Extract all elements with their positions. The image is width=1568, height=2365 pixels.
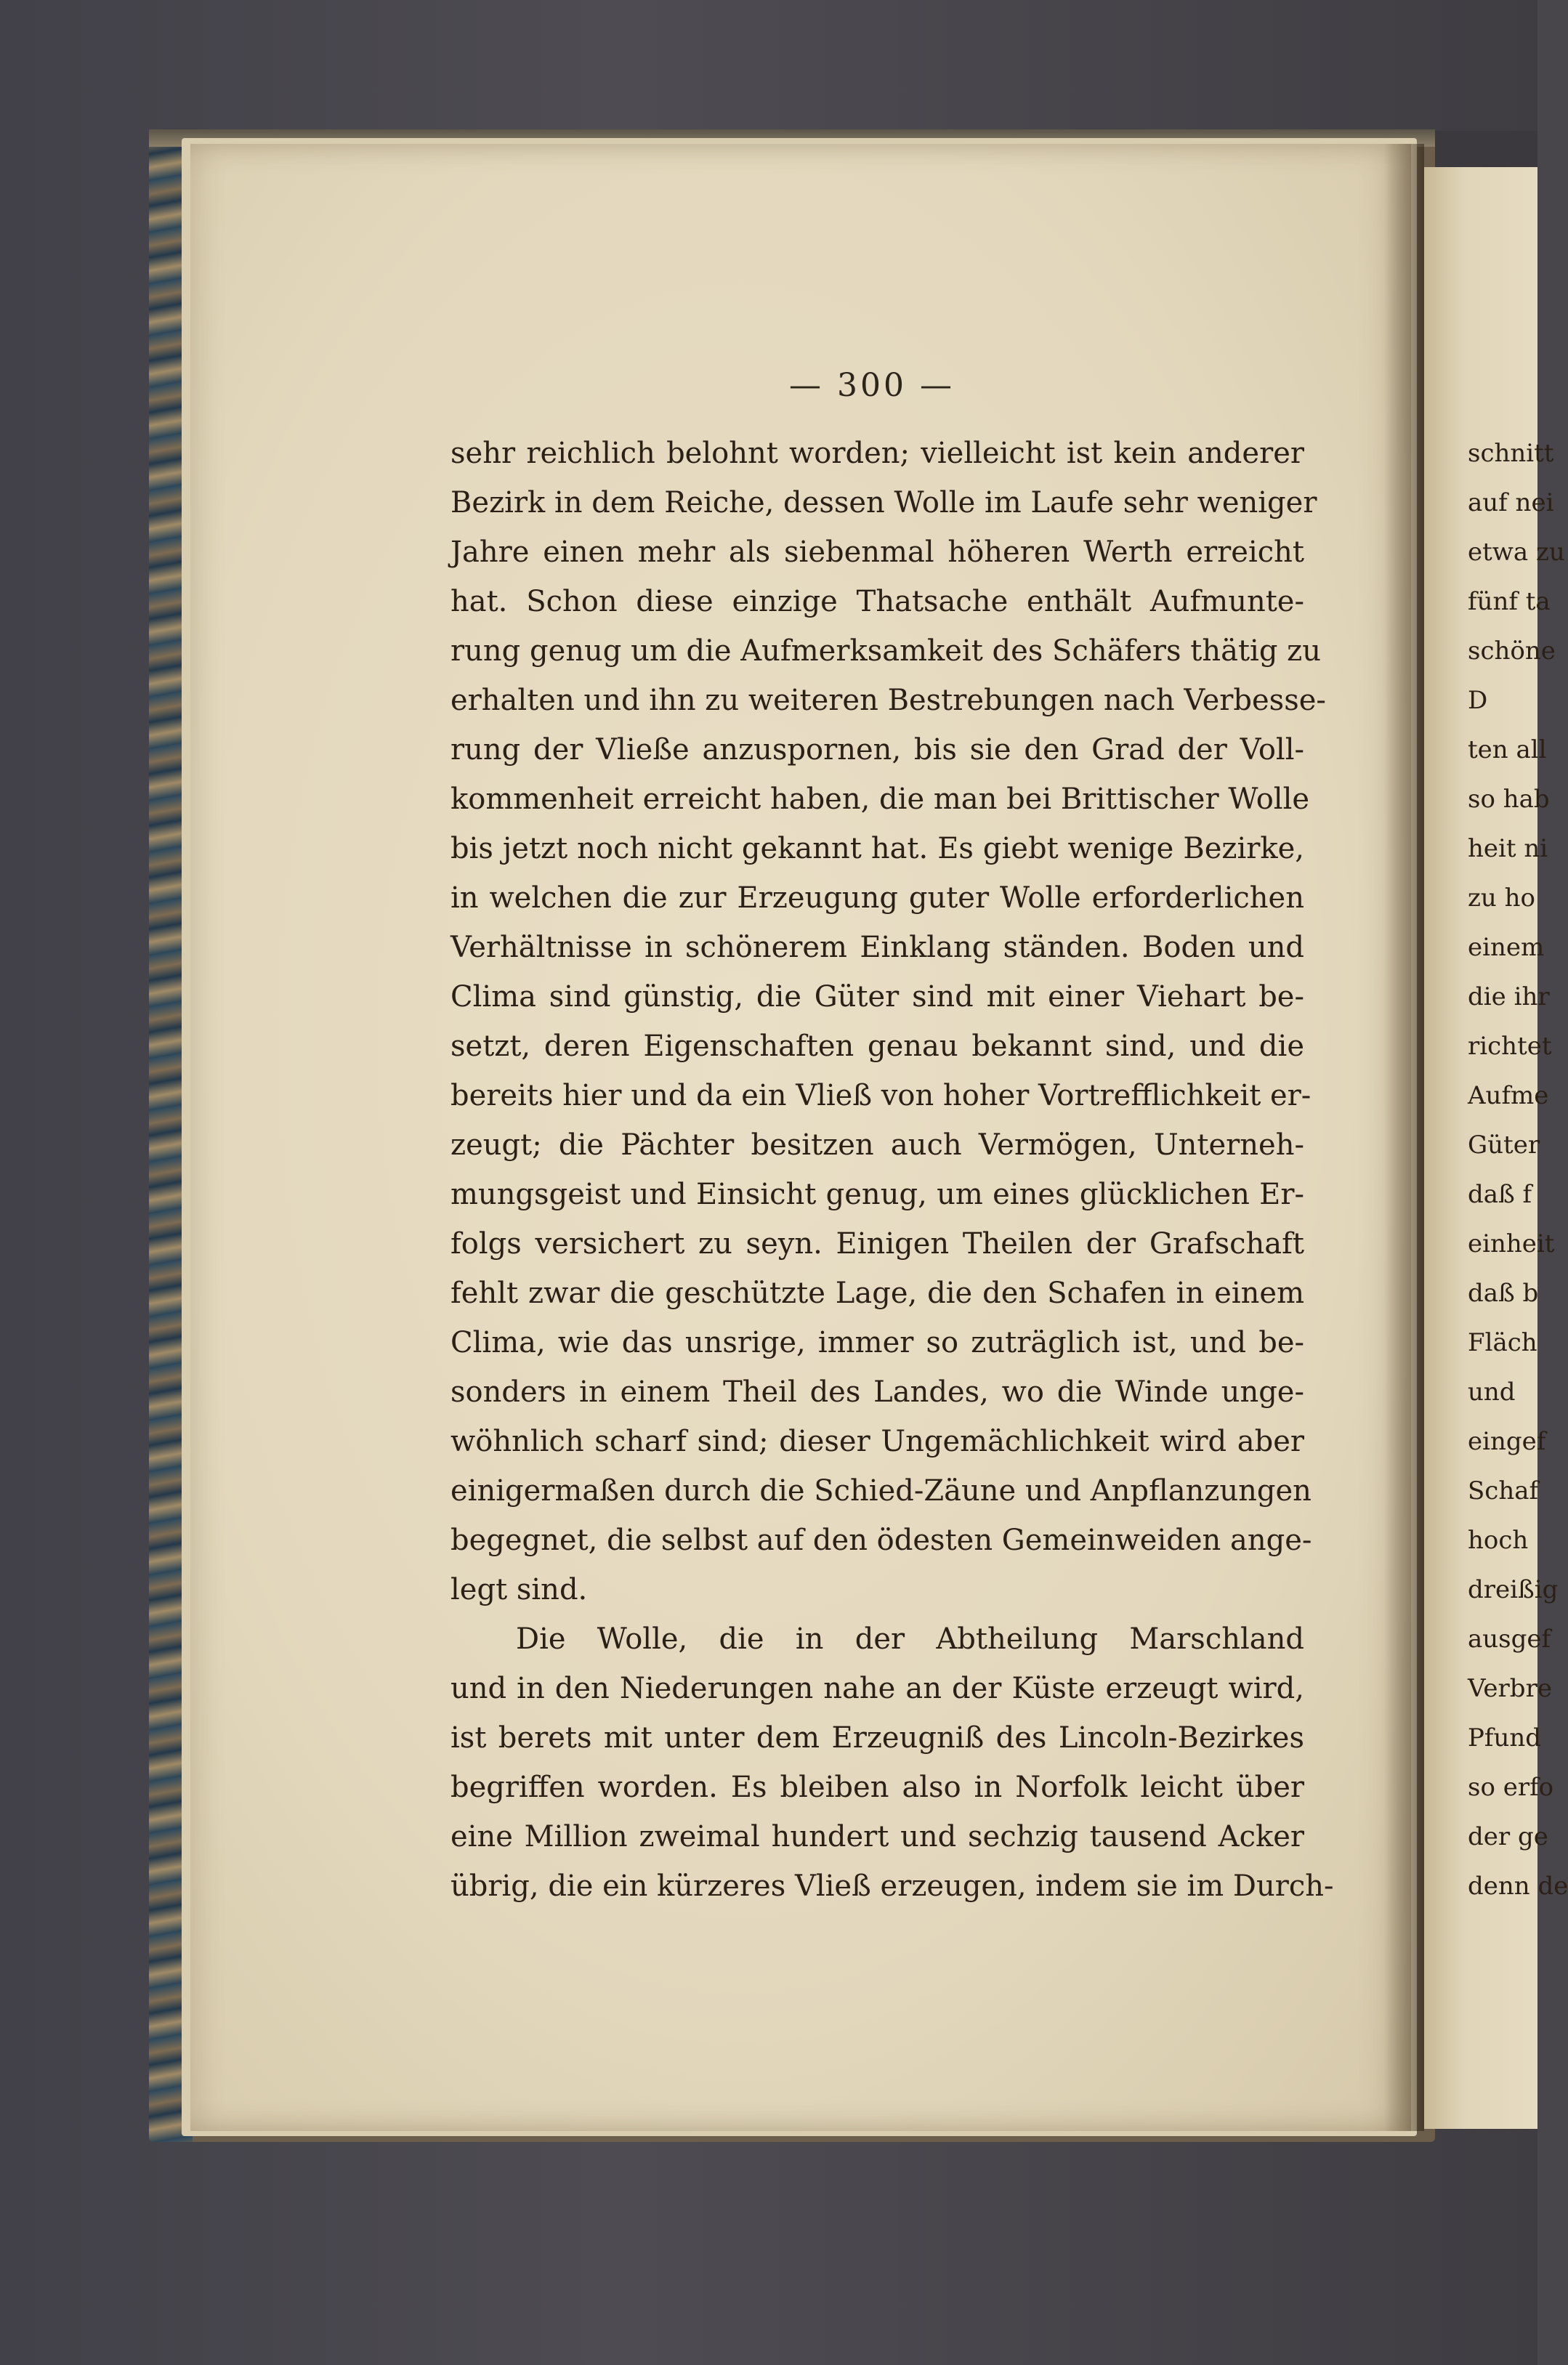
- text-line: rung der Vließe anzuspornen, bis sie den Grad der Voll-: [450, 733, 1304, 767]
- facing-text-line: eingef: [1468, 1427, 1546, 1456]
- text-line: fehlt zwar die geschützte Lage, die den Schafen in einem: [450, 1277, 1304, 1310]
- text-line: Clima sind günstig, die Güter sind mit einer Viehart be-: [450, 980, 1304, 1014]
- facing-text-line: Schaf: [1468, 1476, 1539, 1505]
- text-line: ist berets mit unter dem Erzeugniß des Lincoln-Bezirkes: [450, 1721, 1304, 1755]
- facing-text-line: die ihr: [1468, 982, 1550, 1011]
- facing-text-line: schöne: [1468, 636, 1556, 666]
- text-line: legt sind.: [450, 1573, 588, 1606]
- text-line: wöhnlich scharf sind; dieser Ungemächlichkeit wird aber: [450, 1425, 1304, 1458]
- text-line: übrig, die ein kürzeres Vließ erzeugen, indem sie im Durch-: [450, 1869, 1334, 1903]
- page-number-header: — 300 —: [789, 367, 955, 404]
- text-line: rung genug um die Aufmerksamkeit des Schäfers thätig zu: [450, 634, 1321, 668]
- facing-text-line: Pfund: [1468, 1723, 1542, 1752]
- text-line: folgs versichert zu seyn. Einigen Theilen der Grafschaft: [450, 1227, 1304, 1261]
- facing-text-line: ten all: [1468, 735, 1547, 764]
- text-line: Jahre einen mehr als siebenmal höheren Werth erreicht: [450, 535, 1304, 569]
- text-line: Bezirk in dem Reiche, dessen Wolle im Laufe sehr weniger: [450, 486, 1317, 520]
- text-line: bereits hier und da ein Vließ von hoher Vortrefflichkeit er-: [450, 1079, 1312, 1112]
- facing-text-line: daß b: [1468, 1279, 1539, 1308]
- facing-text-line: ausgef: [1468, 1625, 1551, 1654]
- facing-text-line: fünf ta: [1468, 587, 1551, 616]
- facing-text-line: dreißig: [1468, 1575, 1559, 1604]
- facing-text-line: und: [1468, 1378, 1516, 1407]
- facing-text-line: Güter: [1468, 1131, 1540, 1160]
- text-line: Clima, wie das unsrige, immer so zuträglich ist, und be-: [450, 1326, 1304, 1359]
- text-line: bis jetzt noch nicht gekannt hat. Es giebt wenige Bezirke,: [450, 832, 1304, 865]
- text-line: und in den Niederungen nahe an der Küste erzeugt wird,: [450, 1672, 1304, 1705]
- facing-text-line: zu ho: [1468, 884, 1535, 913]
- facing-text-line: auf nei: [1468, 488, 1554, 517]
- text-line: eine Million zweimal hundert und sechzig tausend Acker: [450, 1820, 1304, 1853]
- text-line: erhalten und ihn zu weiteren Bestrebungen nach Verbesse-: [450, 684, 1326, 717]
- facing-text-line: so erfo: [1468, 1773, 1554, 1802]
- facing-text-line: daß f: [1468, 1180, 1532, 1209]
- facing-text-line: der ge: [1468, 1822, 1548, 1851]
- facing-text-line: etwa zu: [1468, 538, 1565, 567]
- facing-text-line: hoch: [1468, 1526, 1529, 1555]
- text-line: begriffen worden. Es bleiben also in Norfolk leicht über: [450, 1771, 1304, 1804]
- text-line: zeugt; die Pächter besitzen auch Vermögen, Unterneh-: [450, 1128, 1304, 1162]
- facing-text-line: Aufme: [1468, 1081, 1549, 1110]
- text-line: Verhältnisse in schönerem Einklang ständen. Boden und: [450, 931, 1304, 964]
- text-line: hat. Schon diese einzige Thatsache enthält Aufmunte-: [450, 585, 1304, 618]
- facing-text-line: so hab: [1468, 785, 1550, 814]
- text-line: in welchen die zur Erzeugung guter Wolle erforderlichen: [450, 881, 1304, 915]
- text-line: mungsgeist und Einsicht genug, um eines glücklichen Er-: [450, 1178, 1304, 1211]
- body-text: [450, 429, 1334, 1911]
- facing-text-line: richtet: [1468, 1032, 1552, 1061]
- facing-text-line: heit ni: [1468, 834, 1548, 863]
- facing-text-line: schnitt: [1468, 439, 1554, 468]
- facing-text-line: einem: [1468, 933, 1545, 962]
- facing-text-line: denn de: [1468, 1872, 1568, 1901]
- facing-text-line: D: [1468, 686, 1488, 715]
- text-line: Die Wolle, die in der Abtheilung Marschland: [516, 1622, 1304, 1656]
- facing-text-line: Verbre: [1468, 1674, 1552, 1703]
- facing-text-line: Fläch: [1468, 1328, 1537, 1357]
- text-line: setzt, deren Eigenschaften genau bekannt sind, und die: [450, 1030, 1304, 1063]
- text-line: begegnet, die selbst auf den ödesten Gemeinweiden ange-: [450, 1524, 1312, 1557]
- text-line: kommenheit erreicht haben, die man bei Brittischer Wolle: [450, 783, 1310, 816]
- text-line: sonders in einem Theil des Landes, wo die Winde unge-: [450, 1375, 1304, 1409]
- book-gutter: [1384, 144, 1424, 2131]
- facing-text-line: einheit: [1468, 1229, 1555, 1258]
- text-line: einigermaßen durch die Schied-Zäune und Anpflanzungen: [450, 1474, 1312, 1508]
- facing-page-text: [1468, 429, 1568, 1911]
- text-line: sehr reichlich belohnt worden; vielleicht ist kein anderer: [450, 437, 1304, 470]
